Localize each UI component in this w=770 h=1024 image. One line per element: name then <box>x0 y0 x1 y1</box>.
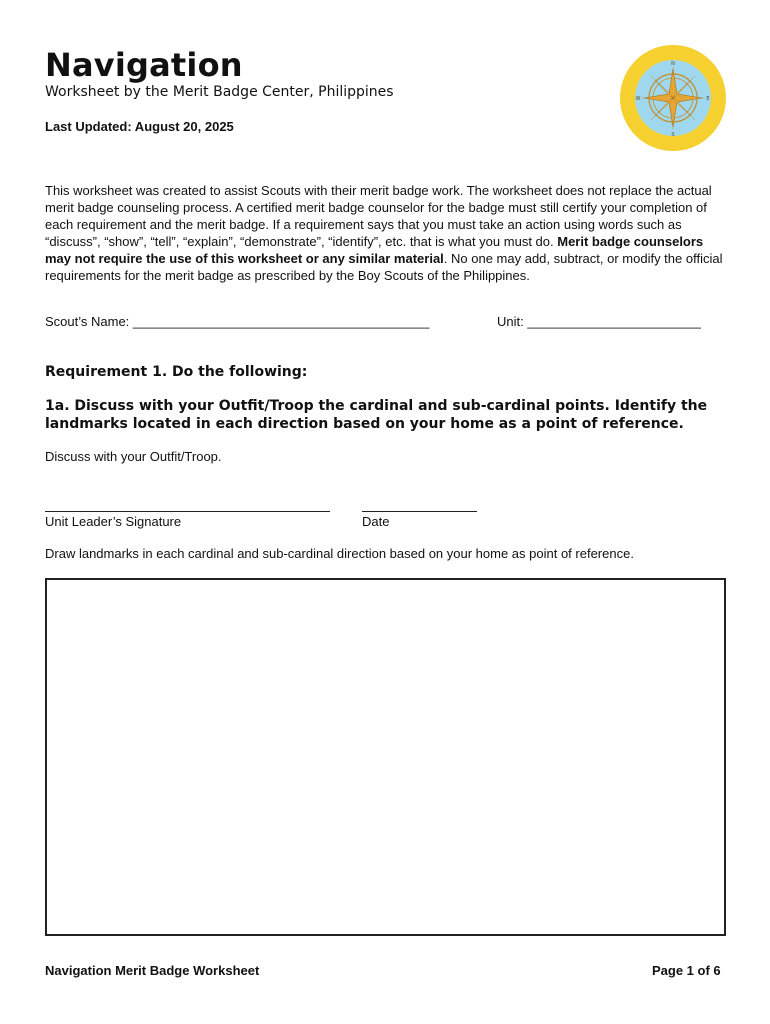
compass-letter-s: S <box>671 132 675 138</box>
last-updated: Last Updated: August 20, 2025 <box>45 119 234 134</box>
discuss-instruction: Discuss with your Outfit/Troop. <box>45 449 222 464</box>
intro-text-part2: . No one may add, subtract, or modify the official requirements for the merit badge as prescribed by the Boy Scouts of the Philippines. <box>45 251 723 283</box>
date-line[interactable] <box>362 511 477 512</box>
scout-name-field[interactable]: Scout’s Name: _________________________________________ <box>45 314 430 329</box>
unit-field[interactable]: Unit: ________________________ <box>497 314 701 329</box>
signature-label: Unit Leader’s Signature <box>45 514 182 529</box>
requirement-1a-text: 1a. Discuss with your Outfit/Troop the cardinal and sub-cardinal points. Identify the landmarks located in each direction based on your home as a point of reference. <box>45 398 708 432</box>
page-subtitle: Worksheet by the Merit Badge Center, Philippines <box>45 84 394 100</box>
date-label: Date <box>362 514 390 529</box>
compass-letter-e: E <box>706 96 710 102</box>
intro-paragraph <box>45 182 729 284</box>
signature-line[interactable] <box>45 511 330 512</box>
compass-letter-n: N <box>671 61 675 67</box>
requirement-1-heading: Requirement 1. Do the following: <box>45 364 308 380</box>
intro-text-part1: This worksheet was created to assist Scouts with their merit badge work. The worksheet does not replace the actual merit badge counseling process. A certified merit badge counselor for the badge must still certify your completion of each requirement and the merit badge. If a requirement says that you must take an action using words such as “discuss”, “show”, “tell”, “explain”, “demonstrate”, “identify”, etc. that is what you must do. <box>45 183 712 249</box>
compass-rose-badge-icon <box>620 45 726 151</box>
compass-letter-w: W <box>635 96 641 102</box>
intro-text-bold: Merit badge counselors may not require the use of this worksheet or any similar material <box>45 234 704 266</box>
footer-title: Navigation Merit Badge Worksheet <box>45 963 260 978</box>
draw-instruction: Draw landmarks in each cardinal and sub-cardinal direction based on your home as point of reference. <box>45 546 634 561</box>
page-title: Navigation <box>45 46 243 84</box>
drawing-area[interactable] <box>45 578 726 936</box>
page-number: Page 1 of 6 <box>652 963 721 978</box>
